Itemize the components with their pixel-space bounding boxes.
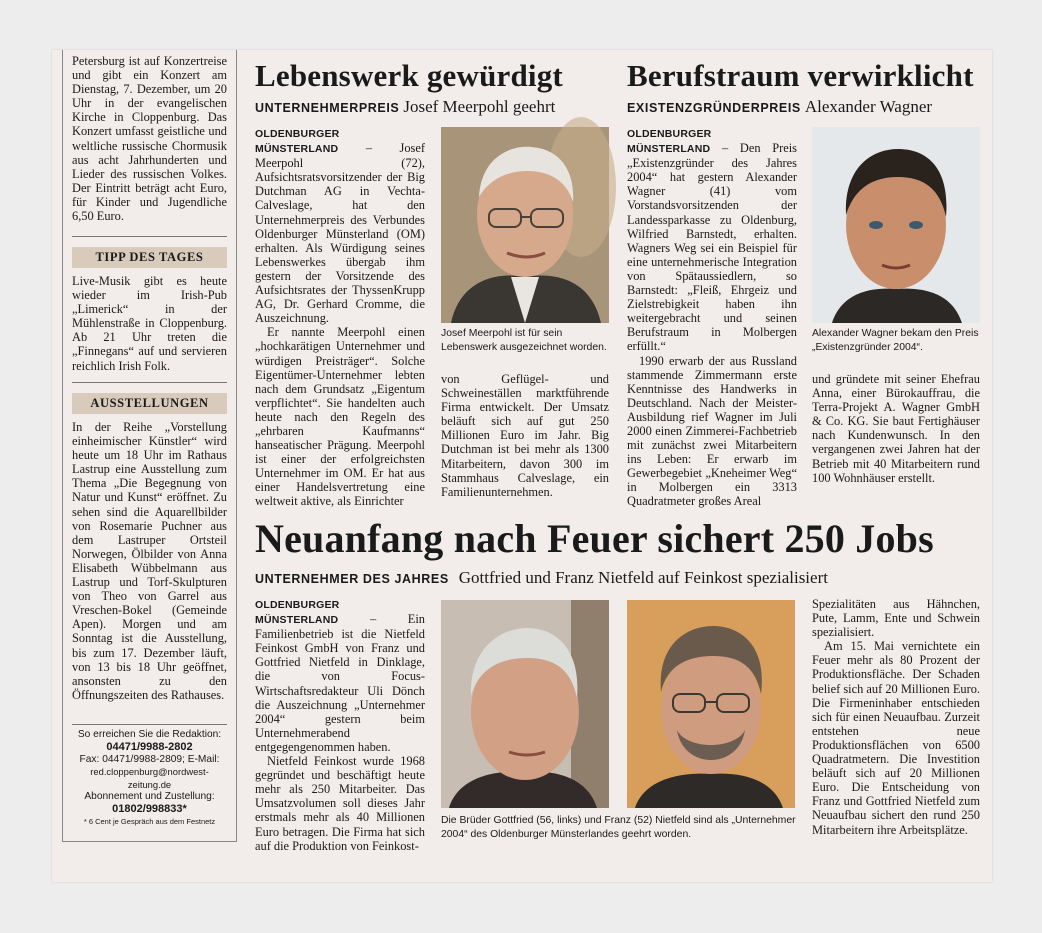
article1-paragraph-2: Er nannte Meerpohl einen „hochkarätigen Unternehmer und würdigen Preisträger“. Solche Eigentümer-Unternehmer lebten nach dem Grundsatz „Eigentum verpflichtet“. Sie handelten auch heute nach den Regeln des „ehrbaren Kaufmanns“ hanseatischer Prägung. Meerpohl ist einer der erfolgreichsten Unternehmer im OM. Er hat aus einer Handelsvertretung eine weltweit aktive, als Einrichter <box>255 325 425 509</box>
sidebar-column <box>62 50 237 842</box>
article1-column-1 <box>255 126 425 509</box>
article3-headline: Neuanfang nach Feuer sichert 250 Jobs <box>255 516 934 561</box>
article1-kicker: UNTERNEHMERPREIS <box>255 101 400 115</box>
article1-dateline: OLDENBURGER MÜNSTERLAND <box>255 128 340 156</box>
article3-column-1 <box>255 597 425 853</box>
article2-kicker-line <box>627 97 932 117</box>
article1-photo-caption: Josef Meerpohl ist für sein Lebenswerk ausgezeichnet worden. <box>441 328 607 353</box>
josef-meerpohl-photo <box>441 127 609 323</box>
tipp-des-tages-heading: TIPP DES TAGES <box>72 247 227 268</box>
article2-column-1 <box>627 126 797 509</box>
alexander-wagner-photo <box>812 127 980 323</box>
article3-paragraph-2: Nietfeld Feinkost wurde 1968 gegründet und beschäftigt heute mehr als 250 Mitarbeiter. Das Umsatzvolumen soll dieses Jahr erstmals mehr als 40 Millionen Euro betragen. Die Firma hat sich auf die Produktion von Feinkost- <box>255 754 425 853</box>
article2-kicker: EXISTENZGRÜNDERPREIS <box>627 101 801 115</box>
article3-dateline: OLDENBURGER MÜNSTERLAND <box>255 599 340 627</box>
ausstellungen-text: In der Reihe „Vorstellung einheimischer Künstler“ wird heute um 18 Uhr im Rathaus Lastrup eine Ausstellung zum Thema „Die Begegnung von Natur und Kunst“ eröffnet. Zu sehen sind die Aquarellbilder von Rosemarie Puchner aus dem Lastruper Ortsteil Norwegen, Ölbilder von Anna Elisabeth Wübbelmann aus Lastrup und Torf-Skulpturen von Theo von Garrel aus Vreschen-Bokel (Gemeinde Apen). Morgen und am Sonntag ist die Ausstellung, bis zum 17. Dezember läuft, von 13 bis 18 Uhr geöffnet, ansonsten zu den Öffnungszeiten des Rathauses. <box>72 420 227 702</box>
article2-headline: Berufstraum verwirklicht <box>627 58 974 93</box>
tipp-des-tages-text: Live-Musik gibt es heute wieder im Irish-Pub „Limerick“ in der Mühlenstraße in Cloppenburg. Ab 21 Uhr treten die „Finnegans“ auf und servieren reichlich Irish Folk. <box>72 274 227 373</box>
divider <box>72 724 227 725</box>
article1-paragraph-1: – Josef Meerpohl (72), Aufsichtsratsvorsitzender der Big Dutchman AG in Vechta-Calveslage, hat den Unternehmerpreis des Verbundes Oldenburger Münsterland (OM) erhalten. Als Würdigung seines Lebenswerkes übergab ihm gestern der Vorsitzende des Aufsichtsrates der ThyssenKrupp AG, Dr. Gerhard Cromme, die Auszeichnung. <box>255 141 425 326</box>
contact-intro: So erreichen Sie die Redaktion: <box>77 729 222 740</box>
divider <box>72 236 227 237</box>
article3-subhead: Gottfried und Franz Nietfeld auf Feinkost spezialisiert <box>458 568 828 587</box>
contact-phone: 04471/9988-2802 <box>106 741 193 754</box>
article3-paragraph-1: – Ein Familienbetrieb ist die Nietfeld Feinkost GmbH von Franz und Gottfried Nietfeld in Dinklage, die von Focus-Wirtschaftsredakteur Uli Dönch die Auszeichnung „Unternehmer 2004“ gestern beim Unternehmerabend entgegengenommen haben. <box>255 612 425 754</box>
article1-column-2: von Geflügel- und Schweineställen marktführende Firma entwickelt. Der Umsatz beläuft sich auf gut 250 Millionen Euro im Jahr. Big Dutchman ist bei mehr als 1300 Mitarbeitern, davon 300 im Stammhaus Calveslage, ein Familienunternehmen. <box>441 372 609 499</box>
contact-box <box>72 729 227 828</box>
article2-paragraph-1: – Den Preis „Existenzgründer des Jahres 2004“ hat gestern Alexander Wagner (41) vom Vorstandsvorsitzenden der Landessparkasse zu Oldenburg, Wilfried Barnstedt, erhalten. Wagners Weg sei ein Beispiel für eine unternehmerische Integration von Spätaussiedlern, so Barnstedt: „Fleiß, Ehrgeiz und Zielstrebigkeit haben ihn weitergebracht und seinen Berufstraum in Molbergen erfüllt.“ <box>627 141 797 354</box>
article3-photo-caption: Die Brüder Gottfried (56, links) und Franz (52) Nietfeld sind als „Unternehmer 2004“ des Oldenburger Münsterlandes geehrt worden. <box>441 815 796 840</box>
article1-kicker-line <box>255 97 555 117</box>
contact-footnote: * 6 Cent je Gespräch aus dem Festnetz <box>83 816 216 826</box>
franz-nietfeld-photo <box>627 600 795 808</box>
sidebar-intro-text: Petersburg ist auf Konzertreise und gibt ein Konzert am Dienstag, 7. Dezember, um 20 Uhr in der evangelischen Kirche in Cloppenburg. Das Konzert umfasst geistliche und weltliche russische Chormusik aus acht Jahrhunderten und Lieder des russischen Volkes. Der Eintritt beträgt acht Euro, für Kinder und Jugendliche 6,50 Euro. <box>72 54 227 224</box>
contact-abo-phone: 01802/998833* <box>112 803 187 816</box>
ausstellungen-heading: AUSSTELLUNGEN <box>72 393 227 414</box>
article1-subhead: Josef Meerpohl geehrt <box>403 97 556 116</box>
article2-dateline: OLDENBURGER MÜNSTERLAND <box>627 128 712 156</box>
article3-column-2 <box>812 597 980 845</box>
divider <box>72 382 227 383</box>
contact-fax: Fax: 04471/9988-2809; E-Mail: <box>79 753 220 765</box>
contact-email: red.cloppenburg@nordwest-zeitung.de <box>90 766 209 790</box>
article2-column-2: und gründete mit seiner Ehefrau Anna, einer Bürokauffrau, die Terra-Projekt A. Wagner GmbH & Co. KG. Sie baut Fertighäuser nach Kundenwunsch. In den vergangenen zwei Jahren hat der Betrieb mit 40 Mitarbeitern rund 100 Wohnhäuser erstellt. <box>812 372 980 485</box>
article3-paragraph-4: Am 15. Mai vernichtete ein Feuer mehr als 80 Prozent der Produktionsfläche. Der Schaden belief sich auf 20 Millionen Euro. Die Firmeninhaber entschieden sich für einen Neuaufbau. Zurzeit entstehen neue Produktionsflächen von 6500 Quadratmetern. Die Investition beläuft sich auf 20 Millionen Euro. Die Entscheidung von Franz und Gottfried Nietfeld zum Neuaufbau sichert den rund 250 Mitarbeitern ihre Arbeitsplätze. <box>812 639 980 837</box>
article3-paragraph-3: Spezialitäten aus Hähnchen, Pute, Lamm, Ente und Schwein spezialisiert. <box>812 597 980 640</box>
article3-kicker-line <box>255 568 828 588</box>
article2-paragraph-2: 1990 erwarb der aus Russland stammende Zimmermann erste Kenntnisse des Handwerks in Deutschland. Nach der Meister-Ausbildung rief Wagner im Juli 2000 einen Zimmerei-Fachbetrieb mit zunächst zwei Mitarbeitern ins Leben: Er erwarb im Gewerbegebiet „Kneheimer Weg“ in Molbergen ein 3313 Quadratmeter großes Areal <box>627 353 797 509</box>
contact-abo-label: Abonnement und Zustellung: <box>84 791 215 803</box>
article2-subhead: Alexander Wagner <box>804 97 933 116</box>
gottfried-nietfeld-photo <box>441 600 609 808</box>
article1-headline: Lebenswerk gewürdigt <box>255 58 563 93</box>
article2-photo-caption: Alexander Wagner bekam den Preis „Existenzgründer 2004“. <box>812 328 979 353</box>
article3-kicker: UNTERNEHMER DES JAHRES <box>255 572 449 586</box>
